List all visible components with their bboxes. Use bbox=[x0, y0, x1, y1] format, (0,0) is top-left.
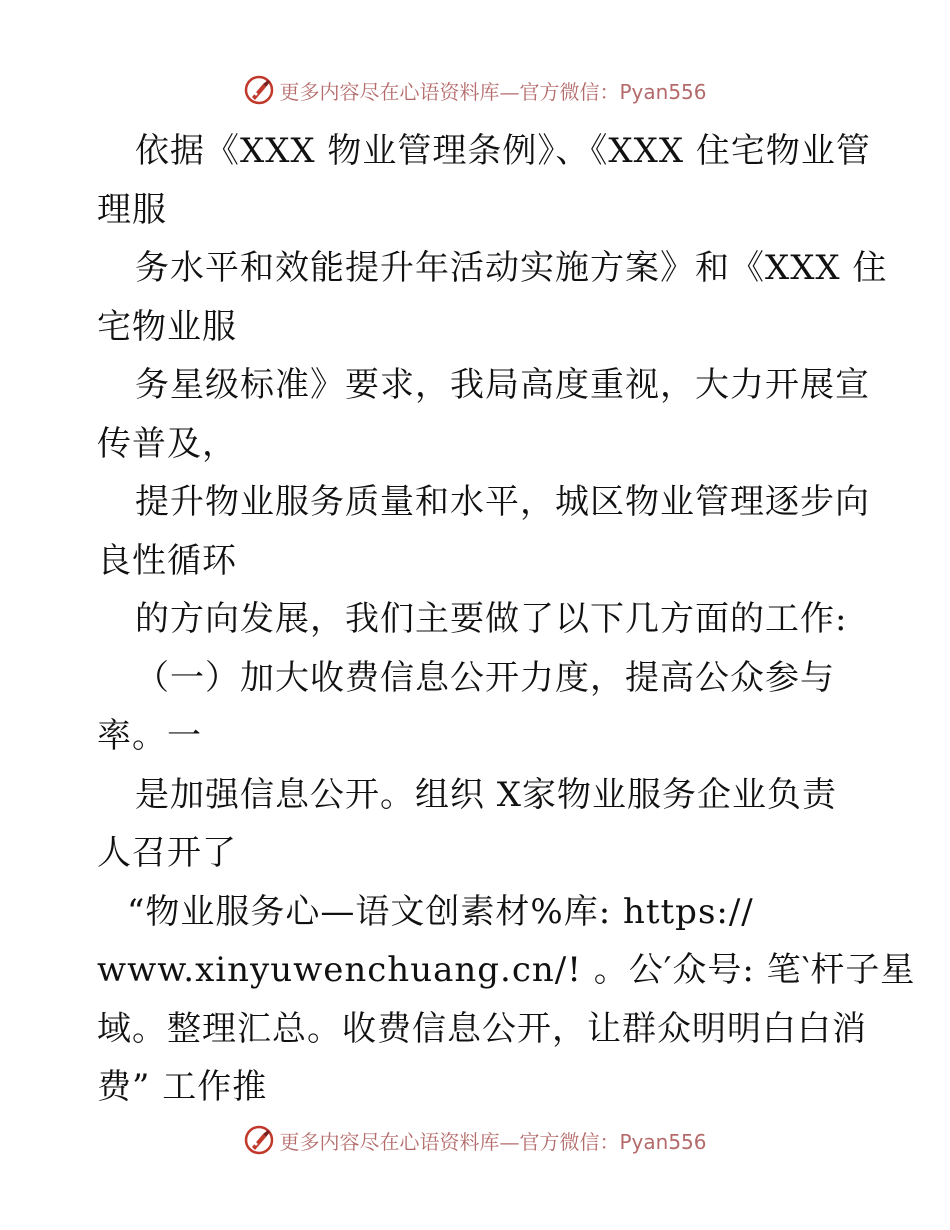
footer-banner bbox=[0, 1120, 950, 1160]
document-body bbox=[97, 122, 916, 1117]
text-line: （一）加大收费信息公开力度，提高公众参与 bbox=[135, 657, 835, 698]
text-line: 率。一 bbox=[97, 716, 202, 756]
footer-banner-text: 更多内容尽在心语资料库—官方微信：Pyan556 bbox=[279, 1129, 707, 1154]
header-wechat-id: Pyan556 bbox=[619, 79, 707, 104]
text-line: 务星级标准》要求，我局高度重视，大力开展宣 bbox=[135, 365, 870, 405]
text-line: 传普及， bbox=[97, 423, 237, 464]
text-line: 务水平和效能提升年活动实施方案》和《XXX 住 bbox=[135, 248, 888, 288]
text-line: www.xinyuwenchuang.cn/! 。公′众号: 笔‵杆子星 bbox=[97, 950, 916, 990]
text-line: 的方向发展，我们主要做了以下几方面的工作: bbox=[135, 599, 848, 639]
text-line: 良性循环 bbox=[97, 540, 237, 581]
pen-nib-seal-icon bbox=[243, 1124, 275, 1156]
text-line: 提升物业服务质量和水平，城区物业管理逐步向 bbox=[135, 482, 870, 522]
text-line: 是加强信息公开。组织 X家物业服务企业负责 bbox=[135, 774, 838, 815]
footer-wechat-id: Pyan556 bbox=[619, 1129, 707, 1154]
header-banner-text: 更多内容尽在心语资料库—官方微信：Pyan556 bbox=[279, 79, 707, 104]
text-line: 依据《XXX 物业管理条例》、《XXX 住宅物业管 bbox=[135, 131, 871, 171]
text-line: 理服 bbox=[97, 189, 167, 230]
text-line: 域。整理汇总。收费信息公开，让群众明明白白消 bbox=[97, 1008, 867, 1049]
text-line: 宅物业服 bbox=[97, 306, 237, 347]
text-line: “物业服务心—语文创素材%库: https:// bbox=[127, 891, 754, 932]
pen-nib-seal-icon bbox=[243, 74, 275, 106]
header-banner bbox=[0, 70, 950, 110]
text-line: 费” 工作推 bbox=[97, 1067, 268, 1107]
text-line: 人召开了 bbox=[97, 833, 237, 873]
